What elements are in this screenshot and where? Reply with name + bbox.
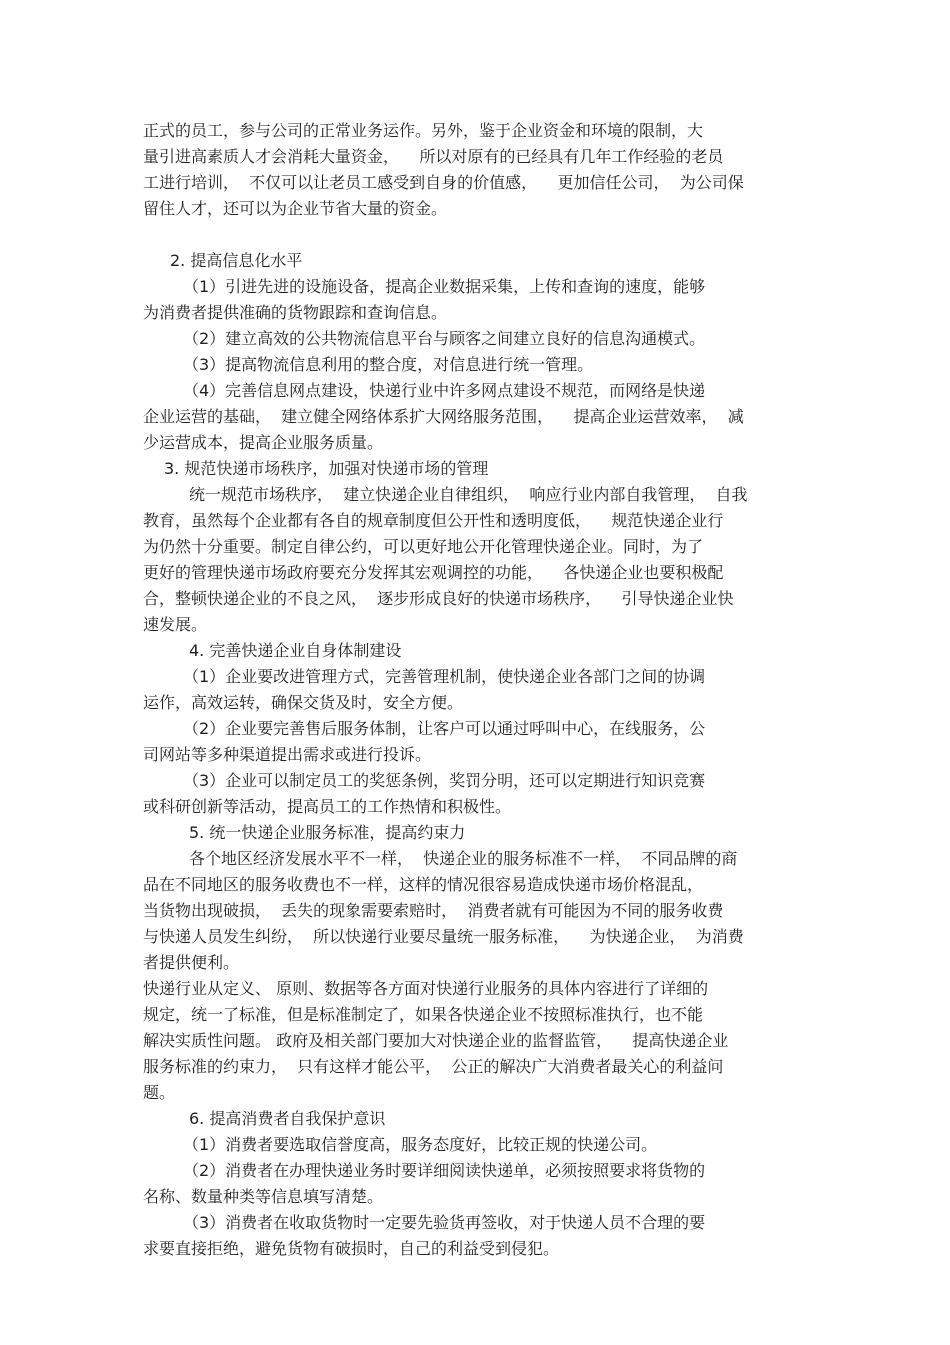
paragraph-line: 者提供便利。 [143,953,240,972]
paragraph-line: 正式的员工，参与公司的正常业务运作。另外，鉴于企业资金和环境的限制，大 [143,121,704,140]
paragraph-line: 品在不同地区的服务收费也不一样，这样的情况很容易造成快递市场价格混乱， [143,875,704,894]
list-item-line: （3）提高物流信息利用的整合度，对信息进行统一管理。 [183,355,594,374]
list-item-line: （1）消费者要选取信誉度高，服务态度好，比较正规的快递公司。 [183,1135,658,1154]
section-heading: 5. 统一快递企业服务标准，提高约束力 [189,823,466,842]
paragraph-line: 合，整顿快递企业的不良之风， 逐步形成良好的快递市场秩序， 引导快递企业快 [143,589,734,608]
paragraph-line: 题。 [143,1083,176,1102]
list-item-line: 为消费者提供准确的货物跟踪和查询信息。 [143,303,448,322]
list-item-line: 名称、数量种类等信息填写清楚。 [143,1187,384,1206]
paragraph-gap [143,222,823,248]
list-item-line: （1）引进先进的设施设备，提高企业数据采集，上传和查询的速度，能够 [183,277,706,296]
list-item-line: （2）建立高效的公共物流信息平台与顾客之间建立良好的信息沟通模式。 [183,329,706,348]
list-item-line: （4）完善信息网点建设，快递行业中许多网点建设不规范，而网络是快递 [183,381,706,400]
paragraph-line: 当货物出现破损， 丢失的现象需要索赔时， 消费者就有可能因为不同的服务收费 [143,901,724,920]
paragraph-line: 速发展。 [143,615,208,634]
document-body [143,118,823,1262]
paragraph-line: 与快递人员发生纠纷， 所以快递行业要尽量统一服务标准， 为快递企业， 为消费 [143,927,744,946]
list-item-line: （2）消费者在办理快递业务时要详细阅读快递单，必须按照要求将货物的 [183,1161,706,1180]
paragraph-line: 教育，虽然每个企业都有各自的规章制度但公开性和透明度低， 规范快递企业行 [143,511,724,530]
paragraph-line: 规定，统一了标准，但是标准制定了，如果各快递企业不按照标准执行，也不能 [143,1005,704,1024]
list-item-line: （1）企业要改进管理方式，完善管理机制，使快递企业各部门之间的协调 [183,667,706,686]
list-item-line: 求要直接拒绝，避免货物有破损时，自己的利益受到侵犯。 [143,1239,560,1258]
list-item-line: 司网站等多种渠道提出需求或进行投诉。 [143,745,432,764]
paragraph-line: 快递行业从定义、 原则、数据等各方面对快递行业服务的具体内容进行了详细的 [143,979,709,998]
section-heading: 2. 提高信息化水平 [170,251,303,270]
section-heading: 6. 提高消费者自我保护意识 [189,1109,386,1128]
paragraph-line: 服务标准的约束力， 只有这样才能公平， 公正的解决广大消费者最关心的利益问 [143,1057,724,1076]
section-heading: 4. 完善快递企业自身体制建设 [189,641,402,660]
section-heading: 3. 规范快递市场秩序，加强对快递市场的管理 [164,459,489,478]
list-item-line: 少运营成本，提高企业服务质量。 [143,433,384,452]
paragraph-line: 解决实质性问题。 政府及相关部门要加大对快递企业的监督监管， 提高快递企业 [143,1031,729,1050]
paragraph-line: 为仍然十分重要。制定自律公约，可以更好地公开化管理快递企业。同时，为了 [143,537,704,556]
paragraph-line: 更好的管理快递市场政府要充分发挥其宏观调控的功能， 各快递企业也要积极配 [143,563,724,582]
list-item-line: （2）企业要完善售后服务体制，让客户可以通过呼叫中心，在线服务，公 [183,719,706,738]
paragraph-line: 量引进高素质人才会消耗大量资金， 所以对原有的已经具有几年工作经验的老员 [143,147,724,166]
list-item-line: 企业运营的基础， 建立健全网络体系扩大网络服务范围， 提高企业运营效率， 减 [143,407,744,426]
list-item-line: 运作，高效运转，确保交货及时，安全方便。 [143,693,464,712]
list-item-line: （3）消费者在收取货物时一定要先验货再签收，对于快递人员不合理的要 [183,1213,706,1232]
paragraph-line: 统一规范市场秩序， 建立快递企业自律组织， 响应行业内部自我管理， 自我 [189,485,748,504]
paragraph-line: 留住人才，还可以为企业节省大量的资金。 [143,199,448,218]
list-item-line: （3）企业可以制定员工的奖惩条例，奖罚分明，还可以定期进行知识竞赛 [183,771,706,790]
paragraph-line: 各个地区经济发展水平不一样， 快递企业的服务标准不一样， 不同品牌的商 [189,849,738,868]
paragraph-line: 工进行培训， 不仅可以让老员工感受到自身的价值感， 更加信任公司， 为公司保 [143,173,744,192]
list-item-line: 或科研创新等活动，提高员工的工作热情和积极性。 [143,797,512,816]
